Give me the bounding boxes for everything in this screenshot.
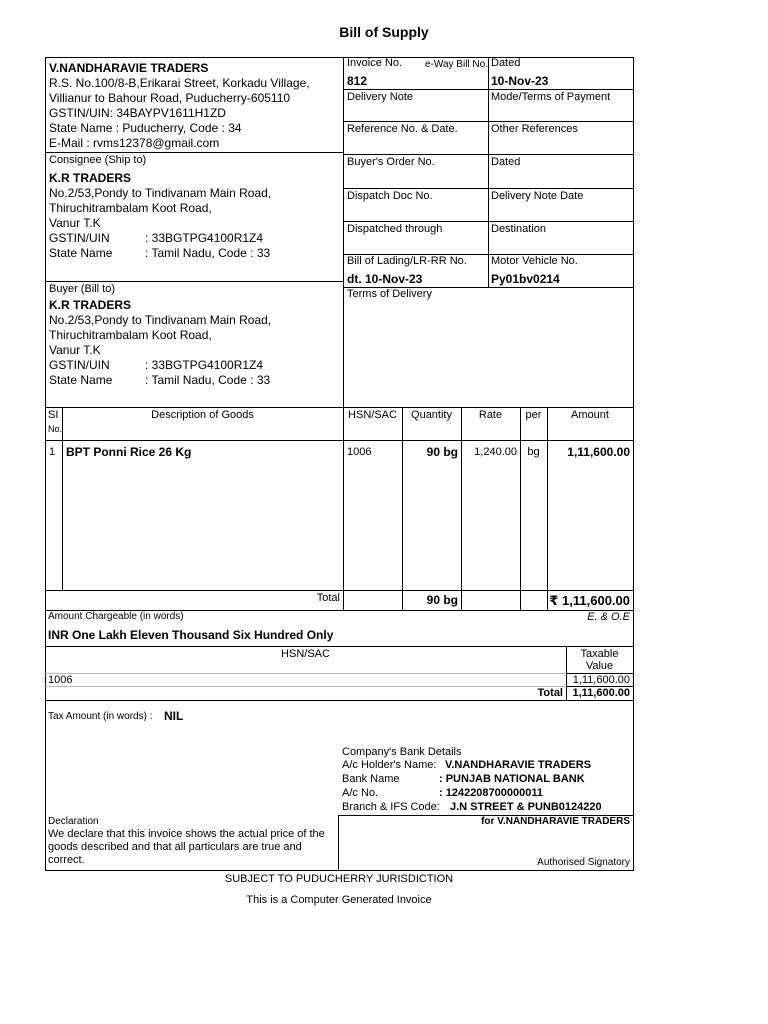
buyer-address-3: Vanur T.K: [49, 343, 101, 357]
items-total-top: [45, 590, 633, 591]
bank-branch-value: J.N STREET & PUNB0124220: [450, 801, 602, 813]
tax-label: Tax Amount (in words) :: [48, 711, 153, 722]
seller-email: E-Mail : rvms12378@gmail.com: [49, 136, 220, 150]
seller-address-1: R.S. No.100/8-B,Erikarai Street, Korkadu Village,: [49, 76, 310, 90]
item-si: 1: [49, 446, 56, 458]
items-top-line: [45, 407, 633, 408]
mode-terms-label: Mode/Terms of Payment: [491, 91, 611, 103]
consignee-label: Consignee (Ship to): [49, 154, 147, 166]
col-rate-label: Rate: [478, 409, 503, 421]
amount-words-value: INR One Lakh Eleven Thousand Six Hundred Only: [48, 628, 334, 642]
hsn-summary-bottom: [45, 700, 633, 701]
consignee-gstin-value: : 33BGTPG4100R1Z4: [145, 231, 264, 245]
consignee-address-2: Thiruchitrambalam Koot Road,: [49, 201, 212, 215]
col-amount-label: Amount: [571, 409, 609, 421]
bank-holder-label: A/c Holder's Name:: [342, 759, 437, 771]
hsn-summary-total-label: Total: [537, 687, 563, 699]
bank-heading: Company's Bank Details: [342, 746, 462, 758]
col-hsn-label: HSN/SAC: [348, 409, 397, 421]
buyer-state-label: State Name: [49, 373, 113, 387]
meta-line-1: [343, 89, 633, 90]
consignee-address-1: No.2/53,Pondy to Tindivanam Main Road,: [49, 186, 272, 200]
seller-address-2: Villianur to Bahour Road, Puducherry-605110: [49, 91, 291, 105]
col-line-rate: [520, 407, 521, 610]
consignee-name: K.R TRADERS: [49, 171, 132, 185]
buyer-name: K.R TRADERS: [49, 298, 132, 312]
buyer-gstin-label: GSTIN/UIN: [49, 358, 110, 372]
taxable-label-2: Value: [585, 660, 614, 672]
frame-right: [633, 57, 634, 871]
consignee-divider: [45, 281, 343, 282]
buyer-label: Buyer (Bill to): [49, 283, 116, 295]
signatory-for: for V.NANDHARAVIE TRADERS: [481, 816, 630, 827]
bill-lading-value: dt. 10-Nov-23: [347, 272, 423, 286]
dated-label: Dated: [491, 57, 521, 69]
top-divider: [343, 57, 344, 407]
col-no-label: No.: [48, 424, 63, 434]
buyers-order-label: Buyer's Order No.: [347, 156, 435, 168]
item-qty: 90 bg: [426, 445, 458, 459]
col-per-label: per: [525, 409, 542, 421]
page-title: Bill of Supply: [339, 24, 429, 40]
dated2-label: Dated: [491, 156, 521, 168]
seller-gstin: GSTIN/UIN: 34BAYPV1611H1ZD: [49, 106, 226, 120]
frame-top: [45, 57, 633, 58]
meta-line-5: [343, 221, 633, 222]
bank-name-label: Bank Name: [342, 773, 400, 785]
dated-value: 10-Nov-23: [491, 74, 549, 88]
item-description: BPT Ponni Rice 26 Kg: [66, 445, 192, 459]
col-line-hsn: [402, 407, 403, 610]
seller-divider: [45, 152, 343, 153]
items-total-label: Total: [316, 592, 340, 604]
item-rate: 1,240.00: [474, 446, 517, 458]
meta-line-3: [343, 154, 633, 155]
item-hsn: 1006: [347, 446, 372, 458]
consignee-state-label: State Name: [49, 246, 113, 260]
destination-label: Destination: [491, 223, 547, 235]
meta-line-2: [343, 121, 633, 122]
delivery-note-date-label: Delivery Note Date: [491, 190, 584, 202]
dispatch-doc-label: Dispatch Doc No.: [347, 190, 433, 202]
invoice-no: 812: [347, 74, 368, 88]
other-ref-label: Other References: [491, 123, 578, 135]
consignee-state-value: : Tamil Nadu, Code : 33: [145, 246, 271, 260]
col-line-qty: [461, 407, 462, 610]
items-header-line: [45, 440, 633, 441]
computer-generated-note: This is a Computer Generated Invoice: [246, 894, 432, 906]
hsn-summary-top: [45, 646, 633, 647]
col-qty-label: Quantity: [411, 409, 452, 421]
meta-line-4: [343, 188, 633, 189]
signatory-left: [338, 815, 339, 870]
consignee-address-3: Vanur T.K: [49, 216, 101, 230]
hsn-summary-row-hsn: 1006: [48, 674, 73, 686]
bank-holder-value: V.NANDHARAVIE TRADERS: [445, 759, 592, 771]
hsn-summary-col-label: HSN/SAC: [281, 648, 330, 660]
col-desc-label: Description of Goods: [151, 409, 254, 421]
motor-vehicle-label: Motor Vehicle No.: [491, 255, 578, 267]
declaration-text: We declare that this invoice shows the actual price of the goods described and that all particulars are true and correct.: [48, 828, 325, 866]
col-line-per: [547, 407, 548, 610]
consignee-gstin-label: GSTIN/UIN: [49, 231, 110, 245]
buyer-state-value: : Tamil Nadu, Code : 33: [145, 373, 271, 387]
bank-acno-label: A/c No.: [342, 787, 379, 799]
col-line-desc: [343, 407, 344, 610]
meta-divider: [488, 57, 489, 287]
bank-branch-label: Branch & IFS Code:: [342, 801, 440, 813]
amount-words-label: Amount Chargeable (in words): [48, 611, 184, 622]
invoice-no-label: Invoice No.: [347, 57, 403, 69]
bank-name-value: : PUNJAB NATIONAL BANK: [439, 773, 585, 785]
item-amount: 1,11,600.00: [567, 445, 630, 459]
bill-lading-label: Bill of Lading/LR-RR No.: [347, 255, 467, 267]
items-total-amount: ₹ 1,11,600.00: [549, 593, 630, 608]
col-si-label: SI: [48, 409, 59, 421]
hsn-summary-light-1: [45, 673, 566, 674]
col-line-si: [62, 407, 63, 590]
items-total-qty: 90 bg: [426, 593, 458, 607]
frame-left: [45, 57, 46, 871]
eoe-label: E. & O.E: [587, 611, 630, 623]
dispatched-through-label: Dispatched through: [347, 223, 443, 235]
motor-vehicle-value: Py01bv0214: [491, 272, 560, 286]
terms-delivery-label: Terms of Delivery: [347, 288, 432, 300]
jurisdiction-note: SUBJECT TO PUDUCHERRY JURISDICTION: [224, 873, 454, 885]
item-per: bg: [527, 446, 540, 458]
seller-name: V.NANDHARAVIE TRADERS: [49, 61, 209, 75]
buyer-address-1: No.2/53,Pondy to Tindivanam Main Road,: [49, 313, 272, 327]
buyer-address-2: Thiruchitrambalam Koot Road,: [49, 328, 212, 342]
delivery-note-label: Delivery Note: [347, 91, 414, 103]
seller-state: State Name : Puducherry, Code : 34: [49, 121, 242, 135]
reference-label: Reference No. & Date.: [347, 123, 458, 135]
eway-label: e-Way Bill No.: [425, 59, 488, 70]
hsn-summary-total-value: 1,11,600.00: [572, 687, 630, 699]
buyer-gstin-value: : 33BGTPG4100R1Z4: [145, 358, 264, 372]
declaration-label: Declaration: [48, 816, 99, 827]
authorised-signatory: Authorised Signatory: [537, 857, 630, 868]
taxable-label-1: Taxable: [580, 648, 619, 660]
hsn-summary-row-value: 1,11,600.00: [572, 674, 630, 686]
frame-bottom: [45, 870, 633, 871]
tax-value: NIL: [164, 709, 184, 723]
bank-acno-value: : 1242208700000011: [439, 787, 543, 799]
